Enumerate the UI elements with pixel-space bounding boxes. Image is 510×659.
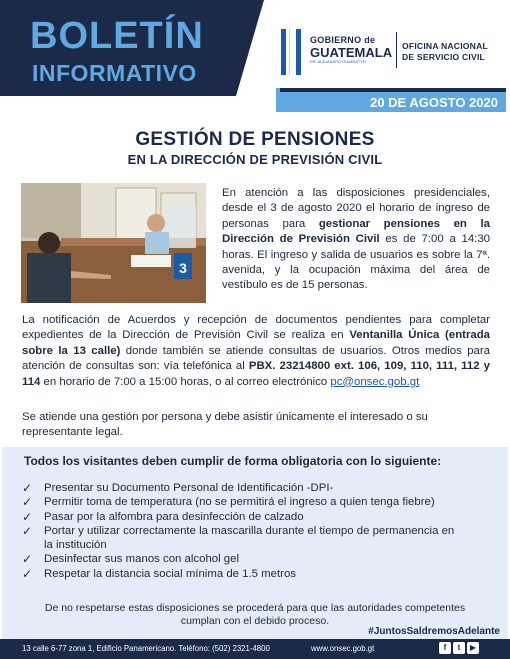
office-service-photo (21, 183, 206, 303)
gov-line-3: DR. ALEJANDRO GIAMMATTEI (310, 60, 367, 64)
list-item (22, 495, 462, 509)
onsec-logo-text (402, 41, 488, 63)
list-item (22, 481, 462, 495)
check-icon: ✓ (22, 495, 33, 510)
email-link[interactable]: pc@onsec.gob.gt (330, 375, 420, 388)
counter-number: 3 (179, 260, 187, 276)
onsec-line-1: OFICINA NACIONAL (402, 41, 488, 51)
article-subtitle: EN LA DIRECCIÓN DE PREVISIÓN CIVIL (127, 152, 383, 167)
check-icon: ✓ (22, 481, 33, 495)
guatemala-flag-logo-icon (281, 29, 303, 75)
gov-line-1: GOBIERNO de (310, 35, 376, 45)
gov-line-2: GUATEMALA (310, 45, 393, 60)
list-item (22, 524, 462, 553)
article-title: GESTIÓN DE PENSIONES (135, 129, 375, 150)
footer-website-link[interactable]: www.onsec.gob.gt (311, 644, 375, 653)
check-icon: ✓ (22, 509, 33, 524)
logo-divider (396, 32, 397, 68)
requirement-text: Portar y utilizar correctamente la mascarilla durante el tiempo de permanencia en la institución (44, 524, 455, 552)
list-item (22, 552, 462, 566)
para2-bold-2: PBX. 23214800 ext. 106, 109, 110, 111, 112 y 114 (22, 360, 490, 388)
bulletin-title: BOLETÍN (30, 15, 204, 57)
twitter-icon[interactable]: t (453, 642, 465, 654)
header (0, 0, 510, 96)
one-person-paragraph: Se atiende una gestión por persona y debe asistir únicamente el interesado o su representante legal. (22, 411, 428, 439)
para1-text-1: En atención a las disposiciones presidenciales, desde el 3 de agosto 2020 el horario de ingreso de personas para (222, 187, 490, 230)
para1-bold-1: gestionar pensiones en la Dirección de Previsión Civil (222, 217, 490, 246)
photo-illustration (21, 183, 206, 303)
footer-address: 13 calle 6-77 zona 1, Edificio Panamericano. Teléfono: (502) 2321-4800 (22, 644, 270, 653)
notification-paragraph (22, 313, 490, 390)
para2-text-3: en horario de 7:00 a 15:00 horas, o al correo electrónico (40, 375, 331, 388)
facebook-icon[interactable]: f (439, 642, 451, 654)
onsec-line-2: DE SERVICIO CIVIL (402, 52, 485, 62)
campaign-hashtag: #JuntosSaldremosAdelante (368, 626, 500, 637)
requirement-text: Pasar por la alfombra para desinfección de calzado (44, 510, 304, 523)
bulletin-date: 20 DE AGOSTO 2020 (370, 95, 498, 110)
government-logo-text (310, 36, 392, 65)
para1-text-2: es de 7:00 a 14:30 horas. El ingreso y salida de usuarios es sobre la 7ª. avenida, y la ocupación máxima del área de vestíbulo es de 15 personas. (222, 233, 490, 292)
para2-text-2: donde también se atiende consultas de usuarios. Otros medios para atención de consultas son: vía telefónica al (22, 344, 490, 373)
check-icon: ✓ (22, 566, 33, 581)
para2-bold-1: Ventanilla Única (entrada sobre la 13 calle) (22, 329, 491, 357)
youtube-icon[interactable]: ▶ (467, 642, 479, 654)
date-bar-accent (280, 88, 506, 92)
requirement-text: Respetar la distancia social mínima de 1.5 metros (44, 567, 296, 580)
para2-text-1: La notificación de Acuerdos y recepción de documentos pendientes para completar expedientes de la Dirección de Previsión Civil se realiza en (22, 314, 490, 342)
check-icon: ✓ (22, 523, 33, 538)
requirement-text: Permitir toma de temperatura (no se permitirá el ingreso a quien tenga fiebre) (44, 496, 435, 509)
intro-paragraph (222, 186, 490, 294)
list-item (22, 510, 462, 524)
requirements-list (22, 481, 462, 581)
bulletin-subtitle: INFORMATIVO (32, 60, 197, 86)
requirement-text: Presentar su Documento Personal de Identificación -DPI- (44, 482, 334, 494)
check-icon: ✓ (22, 552, 33, 567)
list-item (22, 567, 462, 581)
requirement-text: Desinfectar sus manos con alcohol gel (44, 553, 240, 566)
requirements-title: Todos los visitantes deben cumplir de forma obligatoria con lo siguiente: (24, 454, 442, 468)
enforcement-note: De no respetarse estas disposiciones se procederá para que las autoridades competentes cumplan con el debido proceso. (44, 602, 466, 627)
